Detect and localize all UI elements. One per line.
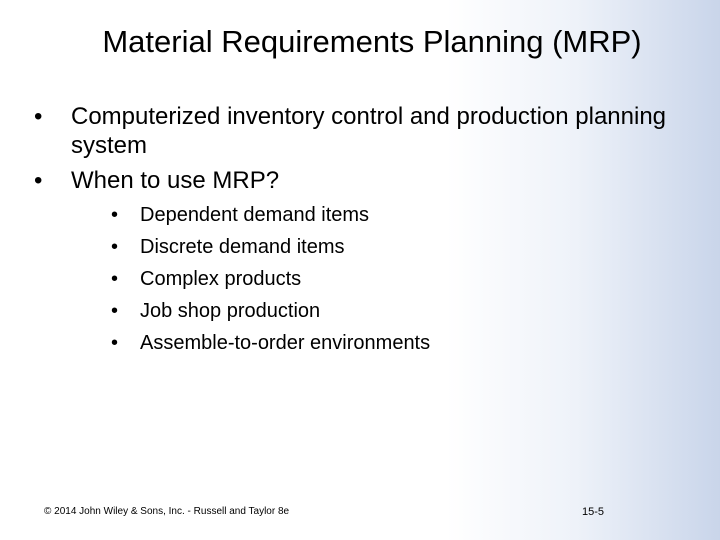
- bullet-dot: •: [34, 167, 43, 194]
- sub-bullet-item: [71, 231, 684, 263]
- sub-bullet-text: Dependent demand items: [140, 204, 370, 226]
- sub-bullet-dot: •: [111, 300, 119, 322]
- sub-bullet-dot: •: [111, 268, 119, 290]
- sub-bullet-text: Complex products: [140, 268, 302, 290]
- sub-bullet-item: [71, 295, 684, 327]
- bullet-text: Computerized inventory control and production planning system: [71, 103, 667, 159]
- bullet-item: [34, 102, 684, 160]
- sub-bullet-item: [71, 199, 684, 231]
- sub-bullet-dot: •: [111, 332, 119, 354]
- sub-bullet-dot: •: [111, 204, 119, 226]
- slide-title: Material Requirements Planning (MRP): [102, 24, 642, 59]
- sub-bullet-text: Discrete demand items: [140, 236, 345, 258]
- sub-bullet-item: [71, 263, 684, 295]
- sub-bullet-list: [71, 199, 684, 359]
- sub-bullet-item: [71, 327, 684, 359]
- bullet-dot: •: [34, 103, 43, 130]
- sub-bullet-dot: •: [111, 236, 119, 258]
- bullet-list: [34, 102, 684, 365]
- slide-number: 15-5: [582, 506, 605, 518]
- bullet-text: When to use MRP?: [71, 167, 280, 194]
- bullet-item: [34, 166, 684, 359]
- sub-bullet-text: Job shop production: [140, 300, 321, 322]
- footer-copyright: © 2014 John Wiley & Sons, Inc. - Russell and Taylor 8e: [44, 506, 290, 517]
- sub-bullet-text: Assemble-to-order environments: [140, 332, 431, 354]
